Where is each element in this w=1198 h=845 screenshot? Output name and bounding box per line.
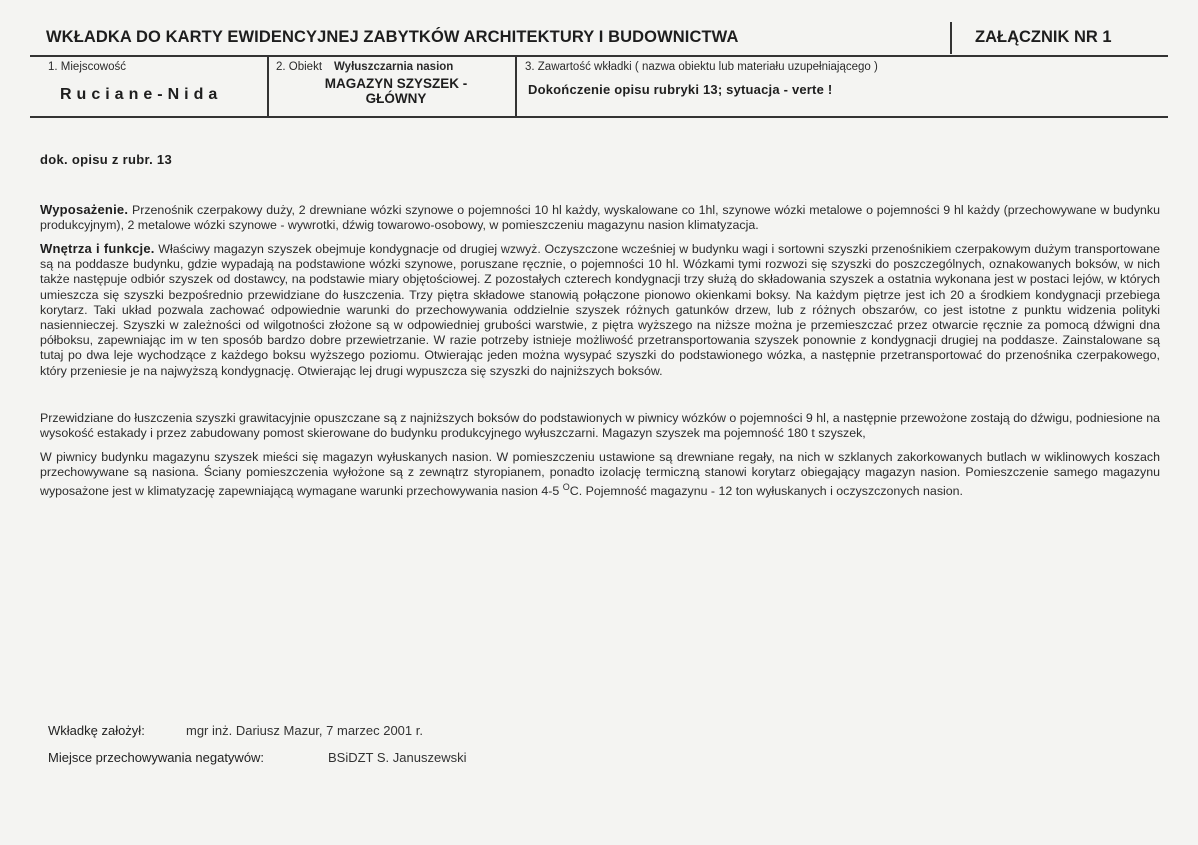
paragraph-seed-storage-text-a: W piwnicy budynku magazynu szyszek mieści się magazyn wyłuskanych nasion. W pomieszczeniu ustawione są drewniane regały, na nich w szklanych zakorkowanych butlach w wiklinowych koszach przechowywane są nasiona. Ściany pomieszczenia wyłożone są z zewnątrz styropianem, ponadto izolację termiczną stanowi korytarz obiegający magazyn nasion. Pomieszczenie samego magazynu wyposażone jest w klimatyzację zapewniającą wymagane warunki przechowywania nasion 4-5	[40, 450, 1160, 499]
place-value: Ruciane-Nida	[60, 86, 223, 103]
fields-divider-1	[267, 55, 269, 117]
negatives-value: BSiDZT S. Januszewski	[328, 750, 467, 765]
paragraph-equipment	[40, 202, 1160, 233]
negatives-label: Miejsce przechowywania negatywów:	[48, 750, 265, 765]
paragraph-interiors-lead: Wnętrza i funkcje.	[40, 241, 155, 256]
fields-divider-2	[515, 55, 517, 117]
object-name-line-2: GŁÓWNY	[365, 91, 427, 106]
contents-label: 3. Zawartość wkładki ( nazwa obiektu lub materiału uzupełniającego )	[525, 61, 878, 73]
object-owner: Wyłuszczarnia nasion	[334, 61, 454, 73]
paragraph-hulling: Przewidziane do łuszczenia szyszki grawitacyjnie opuszczane są z najniższych boksów do podstawionych w piwnicy wózków o pojemności 9 hl, a następnie przewożone zostają do dźwigu, podniesione na wysokość estakady i przez zabudowany pomost skierowane do budynku produkcyjnego wyłuszczarni. Magazyn szyszek ma pojemność 180 t szyszek,	[40, 411, 1160, 441]
place-label: 1. Miejscowość	[48, 61, 126, 73]
paragraph-equipment-lead: Wyposażenie.	[40, 202, 129, 217]
paragraph-interiors-text: Właściwy magazyn szyszek obejmuje kondygnacje od drugiej wzwyż. Oczyszczone wcześniej w budynku wagi i sortowni szyszki przenośnikiem czerpakowym dużym transportowane są na poddasze budynku, gdzie wypadają na podstawione wózki szynowe, poruszane ręcznie, o pojemności 10 hl. Wózkami tymi rozwozi się szyszki do poszczególnych, oznakowanych boksów, w nich także następuje odbiór szyszek od dostawcy, na podstawie miary objętościowej. Z pozostałych czterech kondygnacji trzy służą do składowania szyszek a ostatnia wykonana jest w postaci lejów, w których umieszcza się szyszki bezpośrednio przewidziane do łuszczenia. Trzy piętra składowe stanowią połączone pionowo okienkami boksy. Na każdym piętrze jest ich 20 a środkiem kondygnacji przebiega korytarz. Taki układ pozwala zachować odpowiednie warunki do przechowywania oddzielnie szyszek różnych gatunków drzew, lub z różnych obszarów, co jest istotne z punktu widzenia polityki nasiennieczej. Szyszki w zależności od wilgotności złożone są w odpowiedniej grubości warstwie, z piętra wyższego na niższe można je przemieszczać przez otwarcie ręcznie za pomocą dźwigni dna półboksu, zapewniając im w ten sposób bardzo dobre przewietrzanie. W razie potrzeby istnieje możliwość przetransportowania szyszek ponownie z kondygnacji drugiej na poddasze. Zainstalowane są tutaj po dwa leje wychodzące z każdego boksu wyższego poziomu. Otwierając jeden można wysypać szyszki do podstawionego wózka, a następnie przetransportować do przenośnika czerpakowego, który przeniesie je na najwyższą kondygnację. Otwierając lej drugi wypuszcza się szyszki do najniższych boksów.	[40, 242, 1161, 378]
degree-symbol: O	[562, 482, 570, 493]
paragraph-equipment-text: Przenośnik czerpakowy duży, 2 drewniane wózki szynowe o pojemności 10 hl każdy, wyskalowane co 1hl, szynowe wózki metalowe o pojemności 9 hl każdy (przechowywane w budynku produkcyjnym), 2 metalowe wózki szynowe - wywrotki, dźwig towarowo-osobowy, w pomieszczeniu magazynu nasion klimatyzacja.	[40, 203, 1160, 233]
paragraph-seed-storage-text-b: C. Pojemność magazynu - 12 ton wyłuskanych i oczyszczonych nasion.	[569, 484, 963, 499]
paragraph-interiors	[40, 241, 1160, 379]
contents-value: Dokończenie opisu rubryki 13; sytuacja - verte !	[528, 82, 833, 97]
object-label: 2. Obiekt	[276, 61, 323, 73]
object-label-row	[276, 61, 453, 73]
header-rule	[30, 55, 1168, 57]
author-value: mgr inż. Dariusz Mazur, 7 marzec 2001 r.	[186, 723, 423, 738]
author-label: Wkładkę założył:	[48, 723, 145, 738]
rubric-reference: dok. opisu z rubr. 13	[40, 152, 172, 167]
object-name-line-1: MAGAZYN SZYSZEK -	[324, 76, 468, 91]
object-name	[296, 76, 496, 106]
title-divider	[950, 22, 952, 54]
annex-label: ZAŁĄCZNIK NR 1	[975, 28, 1112, 46]
fields-bottom-rule	[30, 116, 1168, 118]
document-title: WKŁADKA DO KARTY EWIDENCYJNEJ ZABYTKÓW ARCHITEKTURY I BUDOWNICTWA	[46, 28, 739, 46]
paragraph-seed-storage	[40, 450, 1160, 500]
